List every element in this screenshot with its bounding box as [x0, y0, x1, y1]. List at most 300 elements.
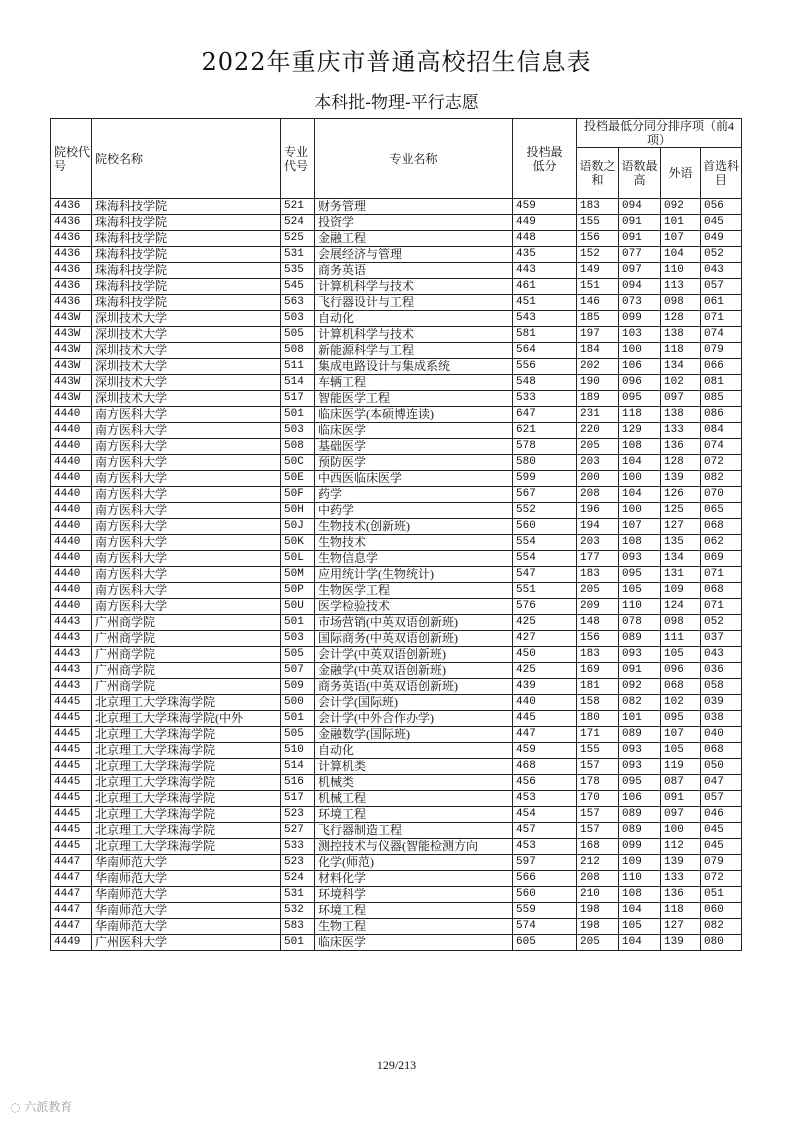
cell-min-score: 445	[513, 711, 577, 727]
cell-school-name: 南方医科大学	[92, 535, 281, 551]
cell-min-score: 576	[513, 599, 577, 615]
cell-first-subject: 043	[701, 263, 742, 279]
cell-school-code: 4440	[51, 423, 92, 439]
cell-first-subject: 039	[701, 695, 742, 711]
cell-major-code: 516	[281, 775, 315, 791]
cell-yushu-max: 073	[619, 295, 661, 311]
cell-school-code: 4445	[51, 839, 92, 855]
admission-table	[50, 118, 742, 951]
cell-yushu-sum: 181	[577, 679, 619, 695]
cell-school-code: 4443	[51, 615, 92, 631]
cell-yushu-max: 091	[619, 231, 661, 247]
cell-major-name: 生物医学工程	[315, 583, 513, 599]
cell-foreign: 136	[661, 887, 701, 903]
cell-major-name: 基础医学	[315, 439, 513, 455]
cell-major-name: 化学(师范)	[315, 855, 513, 871]
cell-major-name: 应用统计学(生物统计)	[315, 567, 513, 583]
cell-major-name: 计算机科学与技术	[315, 327, 513, 343]
cell-yushu-sum: 203	[577, 455, 619, 471]
cell-school-code: 4447	[51, 919, 92, 935]
cell-first-subject: 084	[701, 423, 742, 439]
table-row	[51, 503, 742, 519]
cell-yushu-max: 110	[619, 599, 661, 615]
cell-major-name: 商务英语(中英双语创新班)	[315, 679, 513, 695]
cell-school-code: 4443	[51, 679, 92, 695]
cell-foreign: 135	[661, 535, 701, 551]
cell-foreign: 095	[661, 711, 701, 727]
cell-major-code: 514	[281, 759, 315, 775]
cell-min-score: 453	[513, 839, 577, 855]
table-row	[51, 855, 742, 871]
cell-major-code: 50F	[281, 487, 315, 503]
cell-school-code: 4445	[51, 727, 92, 743]
cell-school-name: 北京理工大学珠海学院	[92, 807, 281, 823]
cell-min-score: 597	[513, 855, 577, 871]
cell-major-name: 国际商务(中英双语创新班)	[315, 631, 513, 647]
cell-major-code: 583	[281, 919, 315, 935]
cell-major-code: 511	[281, 359, 315, 375]
cell-min-score: 605	[513, 935, 577, 951]
cell-min-score: 435	[513, 247, 577, 263]
table-row	[51, 807, 742, 823]
cell-major-name: 测控技术与仪器(智能检测方向	[315, 839, 513, 855]
cell-foreign: 087	[661, 775, 701, 791]
cell-major-code: 523	[281, 807, 315, 823]
cell-school-name: 北京理工大学珠海学院	[92, 775, 281, 791]
cell-major-name: 环境科学	[315, 887, 513, 903]
cell-min-score: 560	[513, 519, 577, 535]
table-row	[51, 743, 742, 759]
table-row	[51, 455, 742, 471]
cell-foreign: 105	[661, 647, 701, 663]
cell-first-subject: 052	[701, 615, 742, 631]
cell-school-code: 443W	[51, 391, 92, 407]
cell-yushu-max: 094	[619, 279, 661, 295]
cell-major-code: 50P	[281, 583, 315, 599]
cell-first-subject: 045	[701, 823, 742, 839]
cell-first-subject: 066	[701, 359, 742, 375]
table-row	[51, 215, 742, 231]
cell-yushu-sum: 210	[577, 887, 619, 903]
cell-yushu-sum: 177	[577, 551, 619, 567]
cell-first-subject: 036	[701, 663, 742, 679]
cell-school-code: 4440	[51, 519, 92, 535]
header-tie-group: 投档最低分同分排序项（前4项）	[577, 119, 742, 148]
cell-foreign: 098	[661, 615, 701, 631]
cell-foreign: 097	[661, 807, 701, 823]
table-row	[51, 903, 742, 919]
cell-school-name: 北京理工大学珠海学院	[92, 695, 281, 711]
table-row	[51, 871, 742, 887]
cell-foreign: 096	[661, 663, 701, 679]
cell-major-name: 会计学(国际班)	[315, 695, 513, 711]
cell-major-name: 自动化	[315, 743, 513, 759]
cell-major-code: 545	[281, 279, 315, 295]
table-row	[51, 423, 742, 439]
cell-min-score: 578	[513, 439, 577, 455]
cell-min-score: 448	[513, 231, 577, 247]
cell-yushu-sum: 183	[577, 567, 619, 583]
watermark	[10, 1098, 72, 1115]
cell-school-code: 4440	[51, 535, 92, 551]
cell-yushu-max: 100	[619, 343, 661, 359]
cell-yushu-max: 104	[619, 935, 661, 951]
cell-min-score: 453	[513, 791, 577, 807]
cell-first-subject: 065	[701, 503, 742, 519]
cell-foreign: 138	[661, 327, 701, 343]
cell-yushu-sum: 155	[577, 743, 619, 759]
cell-first-subject: 050	[701, 759, 742, 775]
cell-foreign: 101	[661, 215, 701, 231]
cell-yushu-max: 101	[619, 711, 661, 727]
table-row	[51, 919, 742, 935]
cell-yushu-sum: 149	[577, 263, 619, 279]
cell-first-subject: 060	[701, 903, 742, 919]
cell-major-code: 501	[281, 407, 315, 423]
cell-major-code: 531	[281, 887, 315, 903]
cell-foreign: 112	[661, 839, 701, 855]
cell-foreign: 091	[661, 791, 701, 807]
cell-major-name: 预防医学	[315, 455, 513, 471]
cell-first-subject: 080	[701, 935, 742, 951]
cell-foreign: 109	[661, 583, 701, 599]
cell-yushu-sum: 197	[577, 327, 619, 343]
cell-yushu-max: 091	[619, 663, 661, 679]
cell-foreign: 139	[661, 855, 701, 871]
cell-school-code: 443W	[51, 359, 92, 375]
cell-yushu-sum: 220	[577, 423, 619, 439]
cell-yushu-sum: 198	[577, 903, 619, 919]
cell-school-name: 南方医科大学	[92, 583, 281, 599]
cell-min-score: 450	[513, 647, 577, 663]
cell-major-name: 生物技术	[315, 535, 513, 551]
cell-min-score: 554	[513, 551, 577, 567]
cell-yushu-sum: 196	[577, 503, 619, 519]
cell-major-name: 会计学(中外合作办学)	[315, 711, 513, 727]
cell-yushu-sum: 205	[577, 439, 619, 455]
cell-yushu-sum: 184	[577, 343, 619, 359]
cell-yushu-max: 089	[619, 727, 661, 743]
cell-school-code: 443W	[51, 327, 92, 343]
cell-first-subject: 071	[701, 599, 742, 615]
cell-major-code: 508	[281, 439, 315, 455]
cell-yushu-max: 104	[619, 455, 661, 471]
table-row	[51, 375, 742, 391]
cell-yushu-sum: 180	[577, 711, 619, 727]
cell-min-score: 554	[513, 535, 577, 551]
cell-yushu-max: 100	[619, 503, 661, 519]
cell-first-subject: 086	[701, 407, 742, 423]
table-row	[51, 327, 742, 343]
cell-yushu-sum: 169	[577, 663, 619, 679]
table-row	[51, 295, 742, 311]
cell-foreign: 127	[661, 919, 701, 935]
cell-school-name: 深圳技术大学	[92, 375, 281, 391]
cell-min-score: 447	[513, 727, 577, 743]
cell-first-subject: 056	[701, 199, 742, 215]
cell-yushu-max: 108	[619, 439, 661, 455]
cell-yushu-max: 129	[619, 423, 661, 439]
cell-min-score: 647	[513, 407, 577, 423]
cell-major-name: 智能医学工程	[315, 391, 513, 407]
cell-major-name: 机械工程	[315, 791, 513, 807]
cell-school-code: 443W	[51, 311, 92, 327]
cell-major-name: 金融数学(国际班)	[315, 727, 513, 743]
table-row	[51, 583, 742, 599]
cell-yushu-max: 110	[619, 871, 661, 887]
cell-major-name: 计算机科学与技术	[315, 279, 513, 295]
cell-school-code: 4445	[51, 775, 92, 791]
cell-min-score: 580	[513, 455, 577, 471]
cell-school-code: 4443	[51, 631, 92, 647]
cell-foreign: 068	[661, 679, 701, 695]
cell-school-name: 北京理工大学珠海学院	[92, 791, 281, 807]
cell-yushu-max: 107	[619, 519, 661, 535]
cell-min-score: 581	[513, 327, 577, 343]
cell-first-subject: 070	[701, 487, 742, 503]
cell-yushu-max: 089	[619, 631, 661, 647]
cell-major-code: 524	[281, 871, 315, 887]
cell-min-score: 461	[513, 279, 577, 295]
cell-foreign: 134	[661, 359, 701, 375]
table-row	[51, 279, 742, 295]
cell-first-subject: 071	[701, 311, 742, 327]
table-row	[51, 247, 742, 263]
cell-yushu-sum: 208	[577, 871, 619, 887]
cell-school-name: 珠海科技学院	[92, 279, 281, 295]
cell-school-name: 深圳技术大学	[92, 343, 281, 359]
cell-major-code: 503	[281, 423, 315, 439]
cell-yushu-sum: 183	[577, 199, 619, 215]
cell-yushu-max: 118	[619, 407, 661, 423]
cell-school-code: 4436	[51, 231, 92, 247]
cell-school-name: 华南师范大学	[92, 871, 281, 887]
cell-yushu-sum: 152	[577, 247, 619, 263]
cell-school-name: 深圳技术大学	[92, 311, 281, 327]
cell-foreign: 133	[661, 871, 701, 887]
cell-major-code: 505	[281, 327, 315, 343]
table-row	[51, 695, 742, 711]
cell-major-code: 510	[281, 743, 315, 759]
cell-first-subject: 061	[701, 295, 742, 311]
cell-min-score: 440	[513, 695, 577, 711]
cell-min-score: 547	[513, 567, 577, 583]
cell-school-name: 南方医科大学	[92, 471, 281, 487]
cell-major-name: 机械类	[315, 775, 513, 791]
cell-foreign: 139	[661, 471, 701, 487]
cell-major-code: 501	[281, 615, 315, 631]
cell-school-name: 珠海科技学院	[92, 247, 281, 263]
cell-school-code: 4440	[51, 407, 92, 423]
table-row	[51, 679, 742, 695]
cell-major-name: 自动化	[315, 311, 513, 327]
cell-school-code: 4447	[51, 855, 92, 871]
cell-school-name: 南方医科大学	[92, 439, 281, 455]
cell-min-score: 599	[513, 471, 577, 487]
cell-school-code: 443W	[51, 375, 92, 391]
table-body	[51, 199, 742, 951]
cell-major-name: 会展经济与管理	[315, 247, 513, 263]
table-row	[51, 391, 742, 407]
cell-school-code: 4436	[51, 263, 92, 279]
cell-yushu-sum: 208	[577, 487, 619, 503]
cell-yushu-sum: 183	[577, 647, 619, 663]
cell-foreign: 105	[661, 743, 701, 759]
cell-major-code: 514	[281, 375, 315, 391]
cell-foreign: 134	[661, 551, 701, 567]
cell-min-score: 454	[513, 807, 577, 823]
cell-yushu-sum: 190	[577, 375, 619, 391]
cell-school-name: 深圳技术大学	[92, 391, 281, 407]
page-subtitle: 本科批-物理-平行志愿	[314, 93, 479, 113]
table-row	[51, 535, 742, 551]
table-row	[51, 791, 742, 807]
cell-foreign: 110	[661, 263, 701, 279]
cell-yushu-max: 089	[619, 823, 661, 839]
cell-major-code: 50H	[281, 503, 315, 519]
cell-min-score: 559	[513, 903, 577, 919]
cell-min-score: 457	[513, 823, 577, 839]
cell-yushu-max: 093	[619, 647, 661, 663]
cell-major-name: 金融学(中英双语创新班)	[315, 663, 513, 679]
cell-min-score: 567	[513, 487, 577, 503]
cell-yushu-max: 108	[619, 887, 661, 903]
cell-school-name: 南方医科大学	[92, 407, 281, 423]
cell-yushu-sum: 158	[577, 695, 619, 711]
cell-first-subject: 057	[701, 279, 742, 295]
table-row	[51, 887, 742, 903]
cell-yushu-sum: 189	[577, 391, 619, 407]
cell-major-name: 飞行器制造工程	[315, 823, 513, 839]
cell-school-code: 443W	[51, 343, 92, 359]
cell-foreign: 119	[661, 759, 701, 775]
cell-major-code: 521	[281, 199, 315, 215]
cell-major-name: 生物信息学	[315, 551, 513, 567]
table-row	[51, 231, 742, 247]
cell-school-code: 4447	[51, 903, 92, 919]
cell-major-code: 501	[281, 711, 315, 727]
cell-school-name: 南方医科大学	[92, 423, 281, 439]
cell-major-name: 计算机类	[315, 759, 513, 775]
cell-first-subject: 049	[701, 231, 742, 247]
cell-school-code: 4440	[51, 487, 92, 503]
cell-first-subject: 071	[701, 567, 742, 583]
cell-yushu-sum: 203	[577, 535, 619, 551]
cell-school-name: 南方医科大学	[92, 567, 281, 583]
cell-major-code: 531	[281, 247, 315, 263]
cell-min-score: 621	[513, 423, 577, 439]
cell-school-name: 北京理工大学珠海学院	[92, 727, 281, 743]
cell-school-name: 北京理工大学珠海学院	[92, 759, 281, 775]
cell-major-code: 50J	[281, 519, 315, 535]
cell-yushu-sum: 156	[577, 231, 619, 247]
cell-school-name: 广州商学院	[92, 663, 281, 679]
cell-school-code: 4440	[51, 471, 92, 487]
cell-foreign: 138	[661, 407, 701, 423]
cell-yushu-sum: 212	[577, 855, 619, 871]
cell-min-score: 574	[513, 919, 577, 935]
cell-yushu-sum: 157	[577, 759, 619, 775]
cell-first-subject: 040	[701, 727, 742, 743]
cell-first-subject: 079	[701, 855, 742, 871]
cell-major-name: 药学	[315, 487, 513, 503]
cell-yushu-max: 100	[619, 471, 661, 487]
cell-foreign: 133	[661, 423, 701, 439]
cell-major-name: 环境工程	[315, 903, 513, 919]
cell-foreign: 107	[661, 231, 701, 247]
cell-school-code: 4436	[51, 279, 92, 295]
cell-foreign: 124	[661, 599, 701, 615]
cell-yushu-max: 095	[619, 567, 661, 583]
cell-min-score: 560	[513, 887, 577, 903]
cell-min-score: 551	[513, 583, 577, 599]
table-row	[51, 359, 742, 375]
cell-major-code: 563	[281, 295, 315, 311]
cell-school-name: 广州商学院	[92, 679, 281, 695]
cell-yushu-sum: 148	[577, 615, 619, 631]
cell-major-name: 市场营销(中英双语创新班)	[315, 615, 513, 631]
cell-major-name: 医学检验技术	[315, 599, 513, 615]
cell-yushu-sum: 198	[577, 919, 619, 935]
cell-first-subject: 062	[701, 535, 742, 551]
cell-major-name: 飞行器设计与工程	[315, 295, 513, 311]
cell-school-name: 北京理工大学珠海学院	[92, 839, 281, 855]
cell-school-name: 南方医科大学	[92, 519, 281, 535]
cell-school-code: 4436	[51, 295, 92, 311]
cell-major-name: 金融工程	[315, 231, 513, 247]
cell-school-code: 4436	[51, 215, 92, 231]
page-title: 2022年重庆市普通高校招生信息表	[201, 48, 592, 76]
cell-school-name: 北京理工大学珠海学院	[92, 743, 281, 759]
cell-major-code: 532	[281, 903, 315, 919]
cell-major-code: 508	[281, 343, 315, 359]
cell-min-score: 459	[513, 743, 577, 759]
table-row	[51, 631, 742, 647]
cell-foreign: 118	[661, 343, 701, 359]
cell-school-code: 4445	[51, 791, 92, 807]
cell-yushu-max: 099	[619, 311, 661, 327]
table-row	[51, 839, 742, 855]
table-row	[51, 519, 742, 535]
cell-min-score: 543	[513, 311, 577, 327]
cell-major-name: 会计学(中英双语创新班)	[315, 647, 513, 663]
cell-yushu-max: 104	[619, 903, 661, 919]
header-yushu-sum: 语数之和	[577, 148, 619, 199]
table-row	[51, 663, 742, 679]
cell-foreign: 125	[661, 503, 701, 519]
cell-major-name: 财务管理	[315, 199, 513, 215]
header-foreign: 外语	[661, 148, 701, 199]
cell-major-code: 50M	[281, 567, 315, 583]
cell-yushu-sum: 209	[577, 599, 619, 615]
cell-first-subject: 043	[701, 647, 742, 663]
cell-school-code: 4445	[51, 759, 92, 775]
cell-min-score: 427	[513, 631, 577, 647]
cell-school-name: 珠海科技学院	[92, 295, 281, 311]
header-yushu-max: 语数最高	[619, 148, 661, 199]
watermark-text: 六派教育	[24, 1100, 73, 1114]
cell-yushu-sum: 156	[577, 631, 619, 647]
cell-school-name: 珠海科技学院	[92, 215, 281, 231]
cell-yushu-max: 096	[619, 375, 661, 391]
cell-school-code: 4440	[51, 599, 92, 615]
cell-school-code: 4440	[51, 583, 92, 599]
cell-major-name: 临床医学	[315, 423, 513, 439]
table-row	[51, 567, 742, 583]
cell-yushu-sum: 194	[577, 519, 619, 535]
cell-yushu-sum: 231	[577, 407, 619, 423]
cell-min-score: 566	[513, 871, 577, 887]
